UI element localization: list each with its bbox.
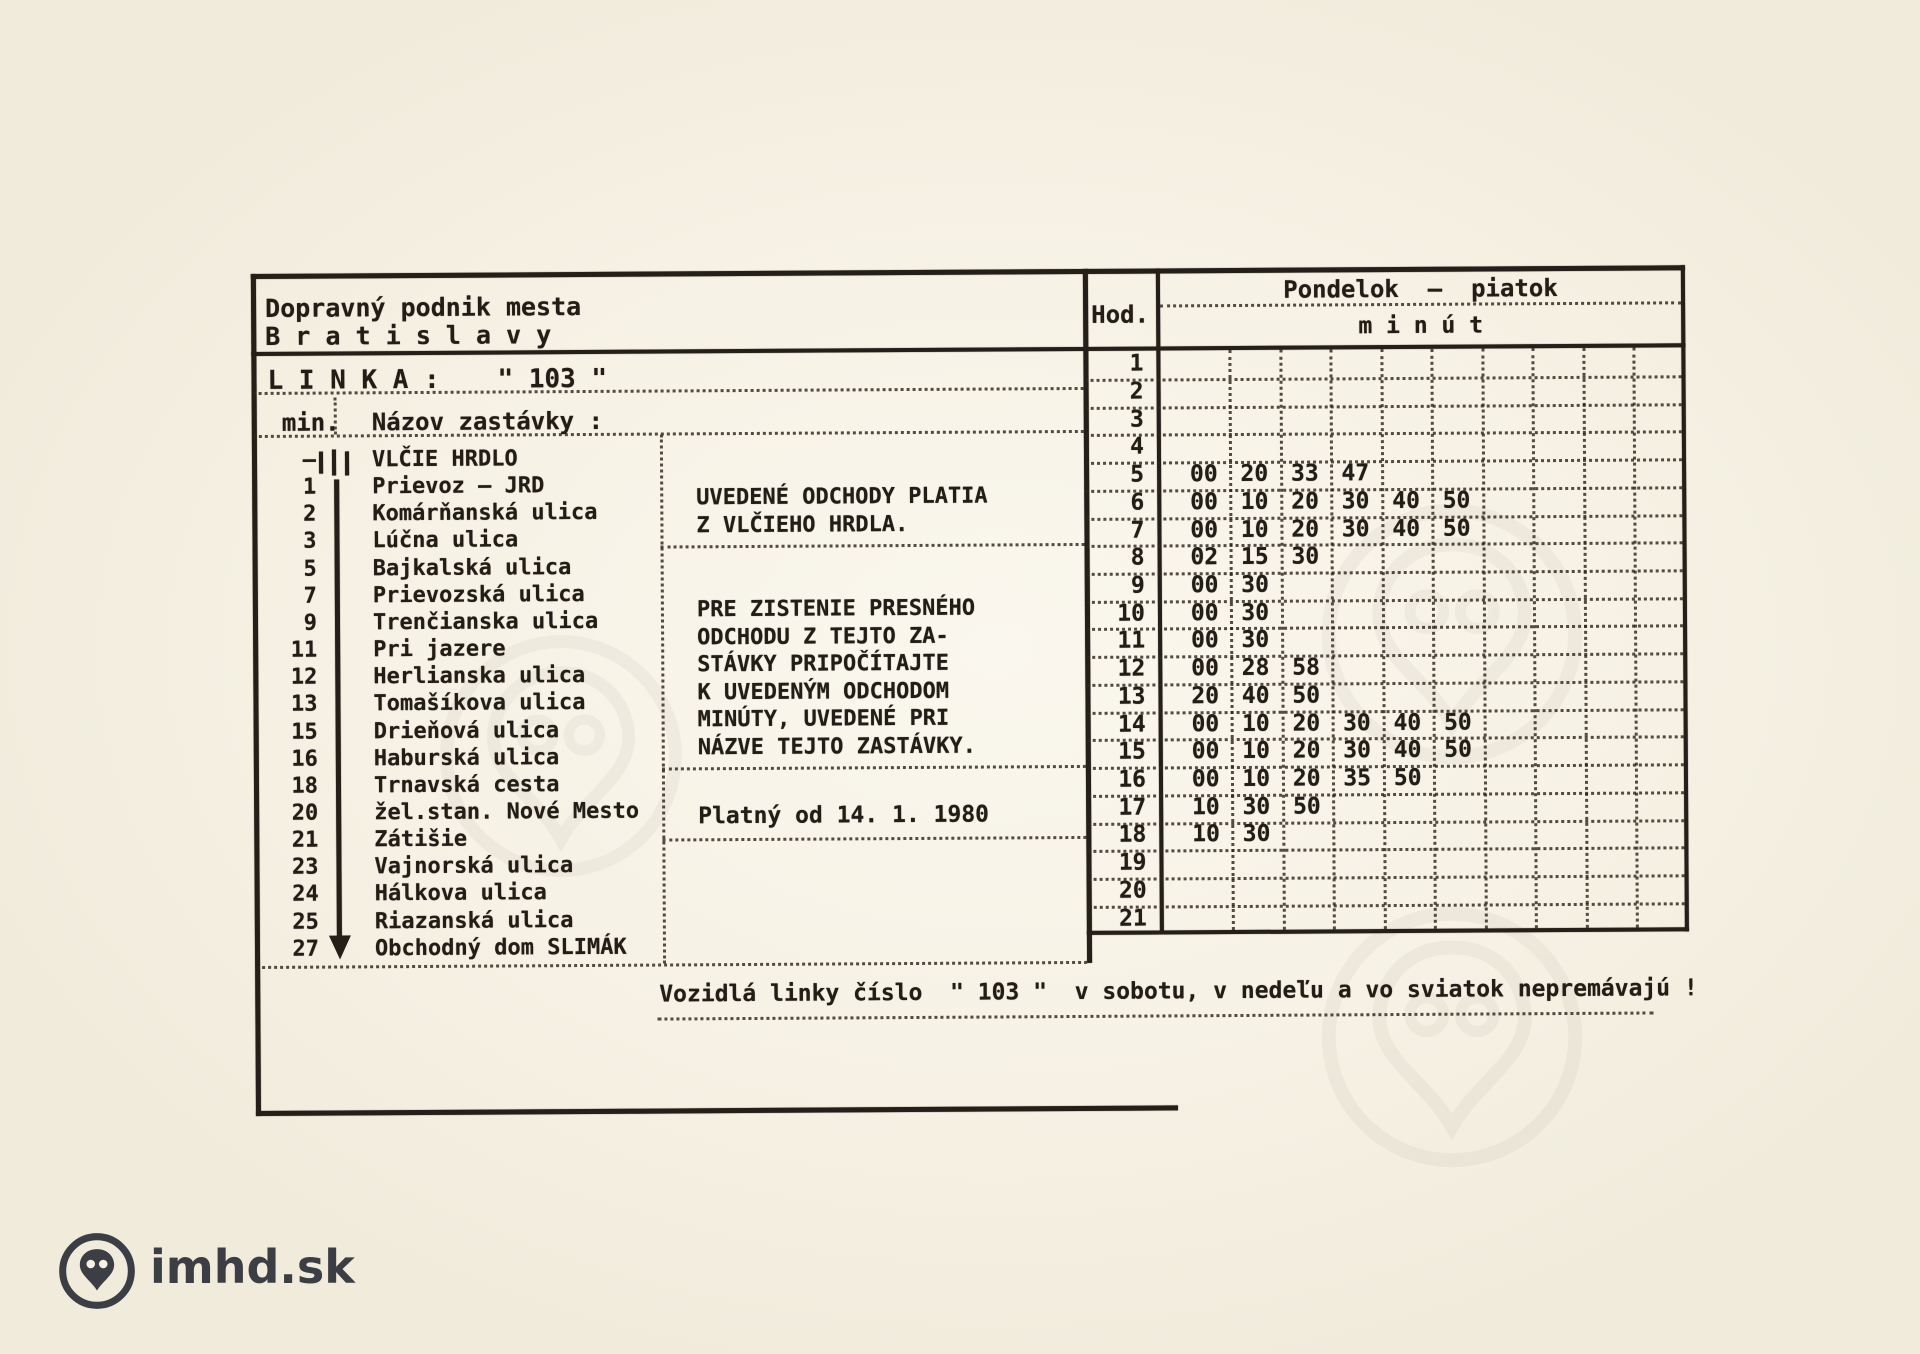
departure-minute: 50	[1393, 764, 1422, 792]
departure-minute: 15	[1240, 544, 1269, 571]
hour-label: 8	[1130, 544, 1145, 571]
departure-minute: 20	[1291, 516, 1320, 543]
grid-column-rule	[1481, 348, 1488, 928]
line-number: " 103 "	[497, 363, 608, 395]
stop-name: Haburská ulica	[373, 744, 560, 771]
departure-minute: 30	[1343, 737, 1371, 764]
stop-name: Riazanská ulica	[374, 907, 574, 934]
grid-row-rule	[1087, 652, 1683, 659]
departure-minute: 00	[1191, 766, 1220, 793]
grid-row-rule	[1086, 458, 1682, 465]
stop-name: Pri jazere	[373, 636, 506, 663]
route-line-tick	[332, 450, 336, 476]
departure-minute: 30	[1291, 543, 1320, 570]
departure-minute: 35	[1343, 765, 1372, 792]
grid-row-rule	[1089, 874, 1685, 881]
departure-minute: 40	[1393, 709, 1422, 736]
stop-name: Lúčna ulica	[372, 527, 519, 554]
departure-minute: 40	[1393, 737, 1422, 764]
hour-label: 14	[1117, 711, 1146, 738]
departure-minute: 20	[1191, 682, 1220, 710]
stop-name: Trnavská cesta	[373, 771, 560, 799]
stop-minutes-offset: 2	[303, 501, 317, 528]
hour-label: 4	[1130, 433, 1145, 461]
departure-minute: 40	[1241, 682, 1270, 709]
stop-minutes-offset: 7	[303, 583, 317, 609]
grid-row-rule	[1086, 375, 1682, 382]
info-note2-line: ODCHODU Z TEJTO ZA-	[697, 623, 949, 650]
departure-minute: 40	[1392, 515, 1421, 542]
departure-minute: 00	[1190, 627, 1219, 654]
stop-name: Herlianska ulica	[373, 663, 586, 690]
info-note2-line: K UVEDENÝM ODCHODOM	[697, 678, 950, 705]
stop-minutes-offset: 12	[290, 664, 318, 690]
departure-minute: 30	[1341, 515, 1370, 542]
hour-label: 3	[1129, 406, 1144, 433]
departure-minute: 20	[1292, 710, 1321, 737]
grid-row-rule	[1088, 819, 1684, 826]
departure-minute: 00	[1191, 710, 1220, 737]
departure-minute: 28	[1241, 654, 1270, 682]
imhd-logo-icon	[58, 1232, 136, 1310]
departure-minute: 50	[1443, 709, 1472, 736]
route-line-tick	[319, 452, 323, 474]
min-column-header: min.	[281, 408, 340, 437]
grid-column-rule	[1380, 349, 1387, 929]
departure-minute: 30	[1241, 571, 1269, 598]
grid-column-rule	[1582, 348, 1589, 928]
line-label: L I N K A :	[267, 364, 440, 396]
stop-minutes-offset: 11	[290, 637, 318, 663]
stop-minutes-offset: 13	[290, 691, 318, 718]
hour-label: 7	[1130, 517, 1145, 544]
departure-minute: 50	[1442, 515, 1471, 542]
info-box-separator-1	[661, 543, 1085, 549]
grid-row-rule	[1087, 625, 1683, 632]
grid-row-rule	[1087, 542, 1683, 549]
grid-column-rule	[1430, 349, 1437, 929]
departure-minute: 02	[1190, 544, 1219, 571]
validity-text: Platný od 14. 1. 1980	[698, 801, 990, 830]
departure-minute: 10	[1242, 738, 1270, 765]
info-note1-line2: Z VLČIEHO HRDLA.	[696, 512, 909, 539]
departure-minute: 00	[1191, 655, 1219, 682]
stop-minutes-offset: 18	[291, 773, 319, 799]
stop-name: Drieňová ulica	[373, 717, 560, 744]
stop-minutes-offset: 23	[291, 854, 319, 881]
info-note2-line: MINÚTY, UVEDENÉ PRI	[697, 705, 950, 733]
departure-minute: 20	[1291, 488, 1319, 515]
hour-label: 15	[1118, 738, 1146, 766]
stop-name: žel.stan. Nové Mesto	[374, 798, 640, 826]
stop-minutes-offset: 21	[291, 827, 319, 853]
grid-row-rule	[1086, 431, 1682, 438]
grid-row-rule	[1087, 597, 1683, 604]
stop-list-bottom-rule	[257, 961, 1087, 969]
departure-minute: 50	[1292, 682, 1321, 709]
stop-name: Obchodný dom SLIMÁK	[374, 934, 627, 961]
departure-minute: 50	[1442, 487, 1471, 514]
hour-label: 9	[1130, 572, 1145, 599]
departure-minute: 00	[1190, 488, 1218, 516]
departure-minute: 30	[1241, 599, 1270, 626]
departure-minute: 10	[1240, 488, 1269, 515]
grid-row-rule	[1087, 680, 1683, 687]
departure-minute: 50	[1292, 793, 1321, 820]
stop-minutes-offset: 5	[303, 556, 317, 582]
departure-minute: 33	[1290, 460, 1319, 487]
departure-minute: 20	[1292, 737, 1321, 764]
stop-minutes-offset: 16	[291, 746, 318, 772]
grid-row-rule	[1088, 791, 1684, 798]
grid-row-rule	[1088, 847, 1684, 854]
departure-minute: 30	[1242, 793, 1271, 820]
minutes-header: m i n ú t	[1358, 312, 1484, 340]
stop-minutes-offset: 24	[292, 882, 319, 908]
hour-label: 1	[1129, 350, 1144, 377]
stop-name: VLČIE HRDLO	[371, 446, 518, 473]
info-note1-line1: UVEDENÉ ODCHODY PLATIA	[696, 483, 988, 511]
stop-name: Zátišie	[374, 826, 468, 853]
hours-grid-bottom-line	[1087, 927, 1689, 935]
validity-underline	[662, 836, 1086, 842]
route-line-tick	[345, 451, 349, 475]
days-header: Pondelok — piatok	[1283, 274, 1558, 304]
hour-label: 12	[1117, 655, 1146, 682]
hour-label: 6	[1130, 489, 1145, 516]
departure-minute: 00	[1189, 461, 1218, 488]
operator-name-line2: B r a t i s l a v y	[265, 320, 552, 351]
departure-minute: 00	[1191, 738, 1220, 765]
hour-label: 17	[1118, 794, 1147, 821]
info-note2-line: PRE ZISTENIE PRESNÉHO	[696, 595, 976, 623]
stop-name: Prievoz – JRD	[372, 473, 545, 500]
stop-column-header: Názov zastávky :	[371, 406, 604, 437]
departure-minute: 30	[1241, 627, 1270, 654]
hour-label: 2	[1129, 378, 1144, 405]
departure-minute: 30	[1242, 821, 1271, 848]
hour-label: 11	[1117, 627, 1146, 655]
departure-minute: 58	[1292, 654, 1320, 681]
stop-name: Komárňanská ulica	[372, 500, 598, 527]
info-note2-line: NÁZVE TEJTO ZASTÁVKY.	[697, 733, 977, 760]
departure-minute: 00	[1190, 572, 1219, 599]
grid-column-rule	[1531, 348, 1538, 928]
stop-name: Vajnorská ulica	[374, 853, 574, 880]
grid-row-rule	[1086, 403, 1682, 410]
footer-note-underline	[657, 1011, 1653, 1020]
departure-minute: 00	[1190, 516, 1219, 543]
info-box-left-border	[660, 435, 666, 964]
departure-minute: 30	[1342, 709, 1371, 736]
grid-row-rule	[1089, 902, 1685, 909]
departure-minute: 10	[1241, 710, 1270, 737]
stop-name: Hálkova ulica	[374, 880, 547, 907]
hour-label: 20	[1118, 877, 1147, 904]
departure-minute: 10	[1242, 765, 1271, 792]
stop-name: Trenčianska ulica	[372, 608, 599, 636]
stop-minutes-offset: —	[302, 447, 317, 473]
stop-minutes-offset: 9	[303, 610, 318, 636]
departure-minute: 47	[1341, 460, 1370, 487]
stop-name: Tomašíkova ulica	[373, 690, 586, 717]
stop-minutes-offset: 3	[303, 529, 317, 555]
departure-minute: 00	[1190, 599, 1219, 626]
stop-name: Bajkalská ulica	[372, 554, 572, 581]
departure-minute: 10	[1192, 821, 1220, 848]
frame-bottom-border	[256, 1105, 1178, 1116]
stop-minutes-offset: 15	[291, 719, 318, 745]
stop-minutes-offset: 1	[302, 474, 317, 500]
hour-label: 10	[1117, 600, 1146, 627]
departure-minute: 10	[1191, 793, 1220, 821]
grid-column-rule	[1329, 349, 1336, 929]
stop-minutes-offset: 20	[291, 800, 319, 826]
hour-label: 16	[1118, 766, 1147, 793]
hour-label: 5	[1130, 461, 1145, 488]
info-note2-line: STÁVKY PRIPOČÍTAJTE	[697, 650, 950, 678]
grid-row-rule	[1087, 569, 1683, 576]
hour-label: 13	[1117, 683, 1146, 710]
grid-column-rule	[1632, 348, 1639, 928]
hour-label: 19	[1118, 849, 1147, 876]
stop-name: Prievozská ulica	[372, 581, 585, 609]
route-line	[334, 479, 342, 937]
departure-minute: 50	[1444, 736, 1472, 764]
departure-minute: 20	[1240, 460, 1269, 488]
footer-note: Vozidlá linky číslo " 103 " v sobotu, v nedeľu a vo sviatok nepremávajú !	[659, 975, 1698, 1008]
departure-minute: 30	[1341, 487, 1370, 515]
departure-minute: 20	[1292, 765, 1321, 792]
operator-name-line1: Dopravný podnik mesta	[264, 292, 582, 323]
departure-minute: 10	[1240, 516, 1269, 543]
info-box-separator-2	[662, 765, 1086, 771]
stop-minutes-offset: 27	[292, 936, 320, 962]
route-arrowhead-icon	[329, 935, 351, 959]
hour-label: 21	[1119, 905, 1147, 932]
departure-minute: 40	[1392, 487, 1420, 514]
stop-minutes-offset: 25	[292, 909, 319, 935]
imhd-logo-text: imhd.sk	[150, 1240, 355, 1294]
hod-column-header: Hod.	[1091, 300, 1150, 329]
hour-label: 18	[1118, 822, 1147, 849]
